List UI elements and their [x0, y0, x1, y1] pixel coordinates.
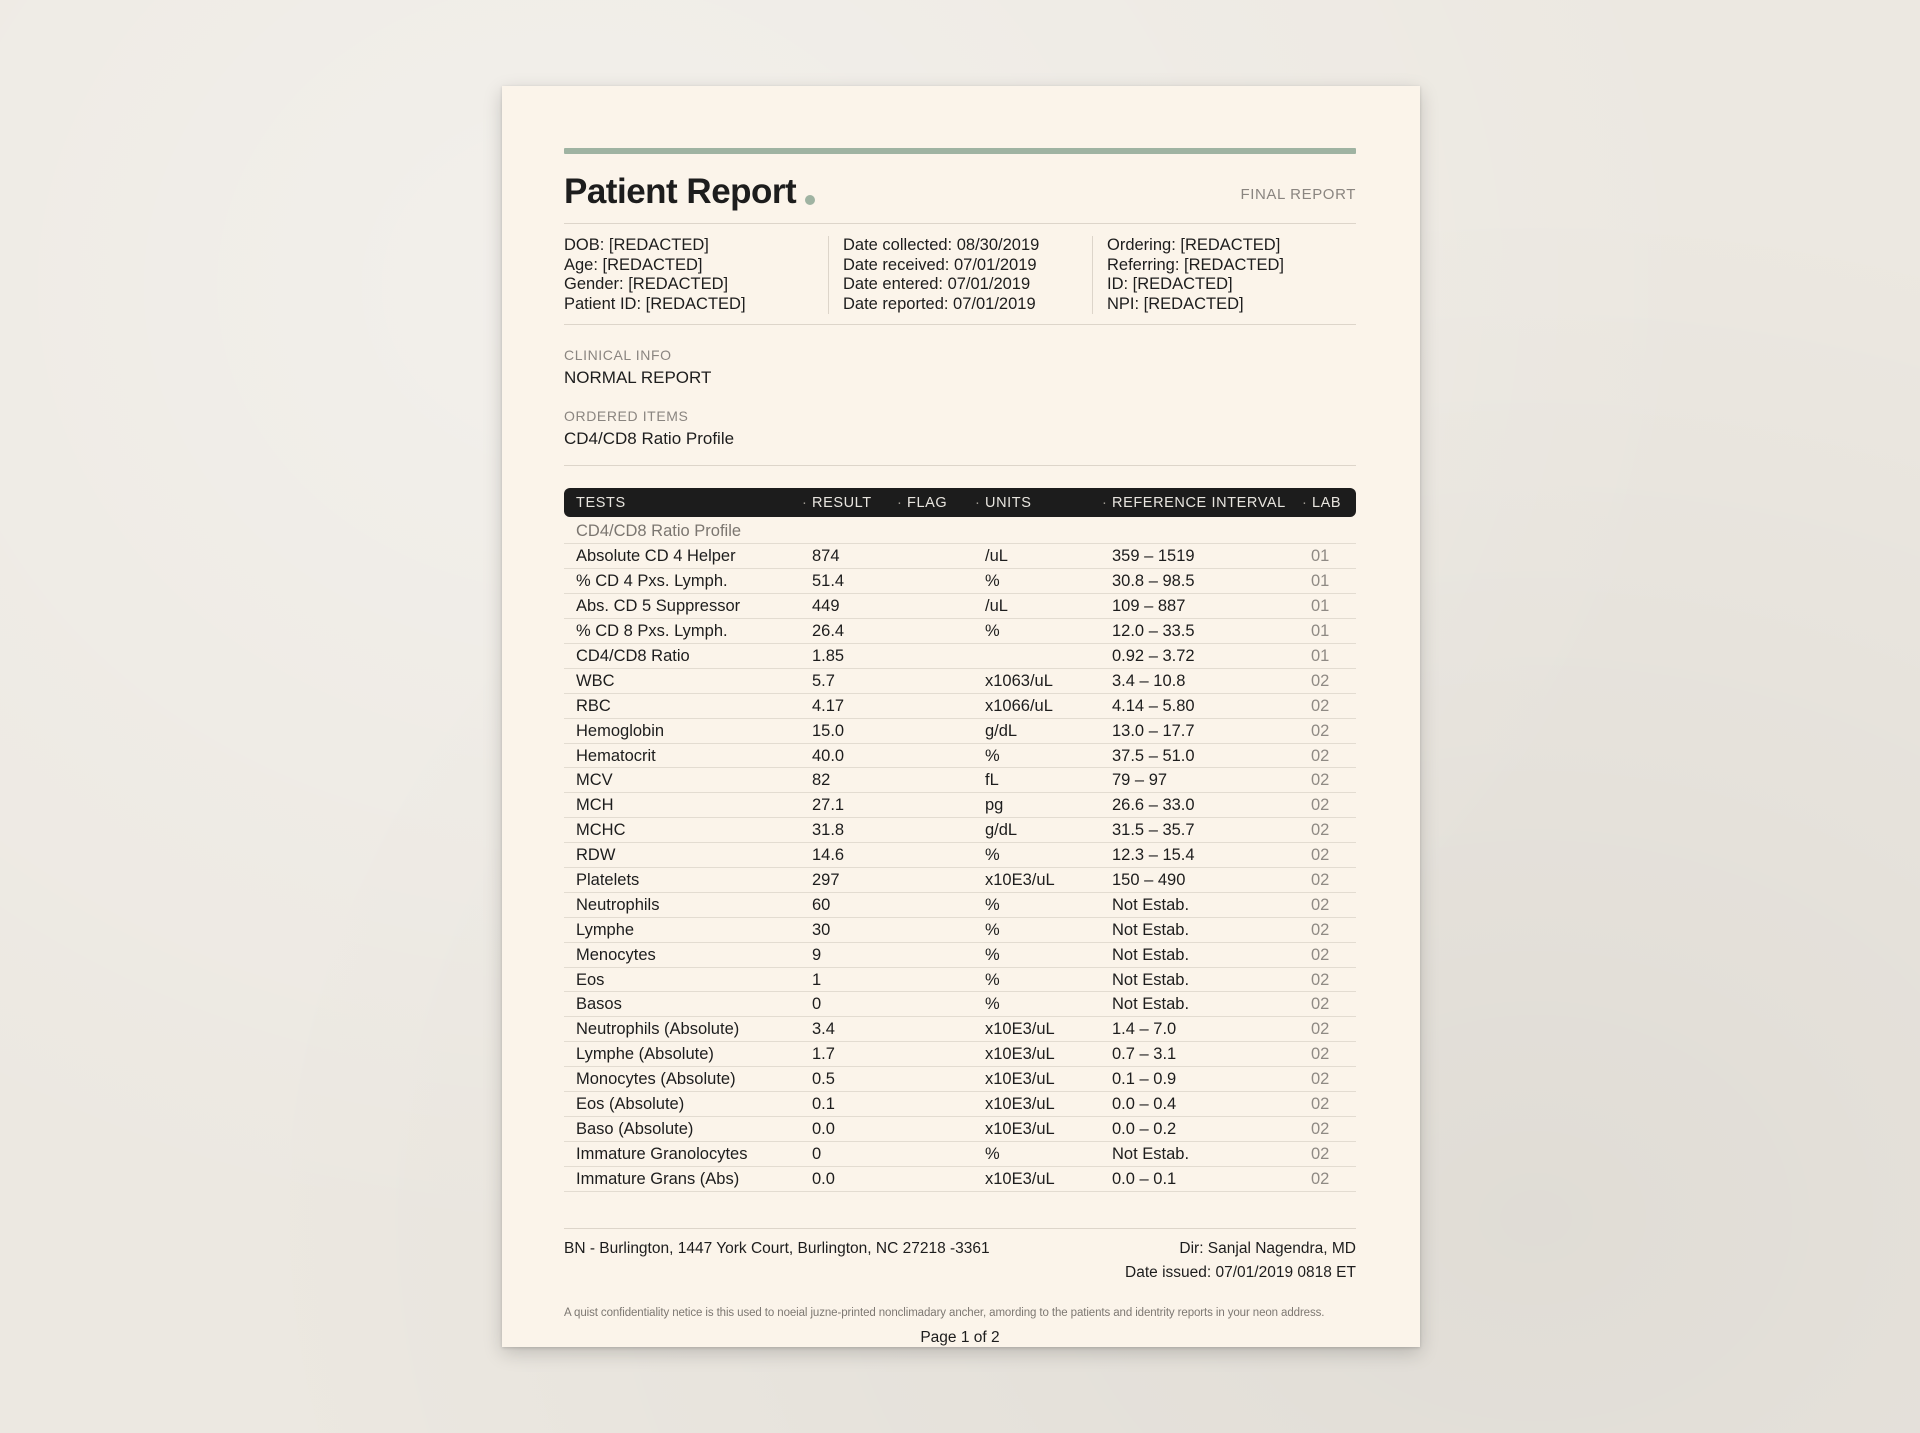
- header-separator-dot: ·: [1302, 495, 1308, 512]
- units-cell: %: [985, 970, 1000, 989]
- units-cell: %: [985, 945, 1000, 964]
- test-name-cell: MCV: [576, 771, 613, 790]
- test-name-cell: Baso (Absolute): [576, 1119, 694, 1138]
- test-name-cell: Abs. CD 5 Suppressor: [576, 597, 741, 616]
- table-row: [564, 818, 1356, 843]
- table-row: [564, 1042, 1356, 1067]
- units-cell: /uL: [985, 597, 1008, 616]
- test-name-cell: Platelets: [576, 870, 640, 889]
- physician-info: [1092, 236, 1356, 314]
- test-name-cell: Hematocrit: [576, 746, 656, 765]
- results-table-header: [564, 488, 1356, 517]
- report-footer: [564, 1228, 1356, 1285]
- result-cell: 1: [812, 970, 822, 989]
- clinical-info-value: NORMAL REPORT: [564, 368, 712, 388]
- table-row: [564, 843, 1356, 868]
- units-cell: x10E3/uL: [985, 1119, 1055, 1138]
- result-cell: 14.6: [812, 846, 845, 865]
- result-cell: 3.4: [812, 1020, 835, 1039]
- lab-cell: 02: [1311, 771, 1330, 790]
- reference-interval-cell: 4.14 – 5.80: [1112, 696, 1195, 715]
- units-cell: %: [985, 895, 1000, 914]
- lab-cell: 02: [1311, 696, 1330, 715]
- result-cell: 40.0: [812, 746, 845, 765]
- table-row: [564, 893, 1356, 918]
- test-name-cell: Eos: [576, 970, 605, 989]
- units-cell: g/dL: [985, 721, 1018, 740]
- units-cell: %: [985, 995, 1000, 1014]
- result-cell: 0.0: [812, 1119, 835, 1138]
- result-cell: 30: [812, 920, 831, 939]
- header-separator-dot: ·: [1102, 495, 1108, 512]
- table-row: [564, 644, 1356, 669]
- test-name-cell: Hemoglobin: [576, 721, 665, 740]
- test-name-cell: WBC: [576, 671, 615, 690]
- header-separator-dot: ·: [802, 495, 808, 512]
- units-cell: x10E3/uL: [985, 1094, 1055, 1113]
- test-name-cell: % CD 8 Pxs. Lymph.: [576, 622, 728, 641]
- result-cell: 297: [812, 870, 840, 889]
- reference-interval-cell: 359 – 1519: [1112, 547, 1195, 566]
- result-cell: 27.1: [812, 796, 845, 815]
- reference-interval-cell: Not Estab.: [1112, 895, 1190, 914]
- result-cell: 0.1: [812, 1094, 835, 1113]
- test-name-cell: RDW: [576, 846, 616, 865]
- units-cell: /uL: [985, 547, 1008, 566]
- table-row: [564, 619, 1356, 644]
- units-cell: %: [985, 746, 1000, 765]
- test-group-title: CD4/CD8 Ratio Profile: [564, 517, 1356, 544]
- units-cell: x10E3/uL: [985, 1020, 1055, 1039]
- lab-cell: 02: [1311, 870, 1330, 889]
- result-cell: 0: [812, 995, 822, 1014]
- test-name-cell: Neutrophils (Absolute): [576, 1020, 740, 1039]
- units-cell: fL: [985, 771, 999, 790]
- table-row: [564, 918, 1356, 943]
- reference-interval-cell: Not Estab.: [1112, 970, 1190, 989]
- test-name-cell: Lymphe: [576, 920, 635, 939]
- reference-interval-cell: 30.8 – 98.5: [1112, 572, 1195, 591]
- results-table-body: [564, 544, 1356, 1191]
- lab-cell: 02: [1311, 1169, 1330, 1188]
- reference-interval-cell: 31.5 – 35.7: [1112, 821, 1195, 840]
- reference-interval-cell: Not Estab.: [1112, 920, 1190, 939]
- test-name-cell: MCHC: [576, 821, 626, 840]
- reference-interval-cell: Not Estab.: [1112, 1144, 1190, 1163]
- header-flag: FLAG: [907, 495, 948, 512]
- lab-cell: 02: [1311, 821, 1330, 840]
- lab-cell: 01: [1311, 572, 1330, 591]
- reference-interval-cell: 12.3 – 15.4: [1112, 846, 1195, 865]
- lab-cell: 02: [1311, 846, 1330, 865]
- result-cell: 5.7: [812, 671, 835, 690]
- date-entered: Date entered: 07/01/2019: [843, 275, 1031, 294]
- report-status-label: FINAL REPORT: [1240, 186, 1356, 203]
- reference-interval-cell: 0.1 – 0.9: [1112, 1070, 1177, 1089]
- table-row: [564, 868, 1356, 893]
- units-cell: %: [985, 622, 1000, 641]
- table-row: [564, 793, 1356, 818]
- reference-interval-cell: 109 – 887: [1112, 597, 1186, 616]
- date-reported: Date reported: 07/01/2019: [843, 294, 1036, 313]
- units-cell: x10E3/uL: [985, 870, 1055, 889]
- result-cell: 31.8: [812, 821, 845, 840]
- lab-cell: 02: [1311, 721, 1330, 740]
- reference-interval-cell: 150 – 490: [1112, 870, 1186, 889]
- table-row: [564, 943, 1356, 968]
- units-cell: x1063/uL: [985, 671, 1053, 690]
- test-name-cell: Lymphe (Absolute): [576, 1045, 714, 1064]
- lab-director: Dir: Sanjal Nagendra, MD: [1179, 1239, 1356, 1257]
- lab-address: BN - Burlington, 1447 York Court, Burlington, NC 27218 -3361: [564, 1239, 990, 1257]
- lab-cell: 02: [1311, 796, 1330, 815]
- patient-info-grid: [564, 224, 1356, 325]
- report-title: Patient Report: [564, 172, 797, 211]
- test-name-cell: Menocytes: [576, 945, 656, 964]
- result-cell: 51.4: [812, 572, 845, 591]
- lab-cell: 02: [1311, 1020, 1330, 1039]
- title-wrap: [564, 174, 815, 209]
- result-cell: 82: [812, 771, 831, 790]
- table-row: [564, 1092, 1356, 1117]
- referring-physician: Referring: [REDACTED]: [1107, 255, 1284, 274]
- test-name-cell: % CD 4 Pxs. Lymph.: [576, 572, 728, 591]
- lab-cell: 02: [1311, 920, 1330, 939]
- table-row: [564, 1167, 1356, 1192]
- table-row: [564, 992, 1356, 1017]
- header-reference-interval: REFERENCE INTERVAL: [1112, 495, 1286, 512]
- units-cell: %: [985, 920, 1000, 939]
- date-collected: Date collected: 08/30/2019: [843, 236, 1040, 254]
- table-row: [564, 1142, 1356, 1167]
- reference-interval-cell: 13.0 – 17.7: [1112, 721, 1195, 740]
- npi-field: NPI: [REDACTED]: [1107, 294, 1244, 313]
- lab-cell: 02: [1311, 945, 1330, 964]
- reference-interval-cell: 12.0 – 33.5: [1112, 622, 1195, 641]
- lab-cell: 02: [1311, 1045, 1330, 1064]
- result-cell: 60: [812, 895, 831, 914]
- units-cell: %: [985, 572, 1000, 591]
- units-cell: pg: [985, 796, 1004, 815]
- section-divider: [564, 465, 1356, 466]
- title-dot-icon: [805, 195, 815, 205]
- result-cell: 0.5: [812, 1070, 835, 1089]
- ordered-items-label: ORDERED ITEMS: [564, 408, 689, 425]
- page-number: Page 1 of 2: [920, 1328, 1000, 1346]
- table-row: [564, 744, 1356, 769]
- reference-interval-cell: 0.0 – 0.1: [1112, 1169, 1177, 1188]
- table-row: [564, 594, 1356, 619]
- patient-id-field: Patient ID: [REDACTED]: [564, 294, 746, 313]
- result-cell: 15.0: [812, 721, 845, 740]
- table-row: [564, 544, 1356, 569]
- gender-field: Gender: [REDACTED]: [564, 275, 729, 294]
- table-row: [564, 669, 1356, 694]
- lab-cell: 02: [1311, 1070, 1330, 1089]
- table-row: [564, 694, 1356, 719]
- table-row: [564, 1017, 1356, 1042]
- physician-id: ID: [REDACTED]: [1107, 275, 1233, 294]
- table-row: [564, 719, 1356, 744]
- header-units: UNITS: [985, 495, 1032, 512]
- table-row: [564, 968, 1356, 993]
- ordered-items-value: CD4/CD8 Ratio Profile: [564, 429, 735, 449]
- test-name-cell: Eos (Absolute): [576, 1094, 685, 1113]
- result-cell: 9: [812, 945, 822, 964]
- lab-cell: 01: [1311, 597, 1330, 616]
- test-name-cell: Immature Granolocytes: [576, 1144, 748, 1163]
- header-separator-dot: ·: [897, 495, 903, 512]
- lab-cell: 02: [1311, 970, 1330, 989]
- reference-interval-cell: 3.4 – 10.8: [1112, 671, 1186, 690]
- dob-field: DOB: [REDACTED]: [564, 236, 709, 254]
- lab-cell: 02: [1311, 1144, 1330, 1163]
- test-name-cell: Absolute CD 4 Helper: [576, 547, 736, 566]
- result-cell: 0.0: [812, 1169, 835, 1188]
- lab-cell: 02: [1311, 746, 1330, 765]
- reference-interval-cell: Not Estab.: [1112, 945, 1190, 964]
- test-name-cell: CD4/CD8 Ratio: [576, 646, 690, 665]
- header-tests: TESTS: [576, 495, 626, 512]
- units-cell: x10E3/uL: [985, 1169, 1055, 1188]
- report-header: [564, 174, 1356, 224]
- reference-interval-cell: 0.0 – 0.2: [1112, 1119, 1177, 1138]
- table-row: [564, 1067, 1356, 1092]
- lab-cell: 02: [1311, 1119, 1330, 1138]
- result-cell: 0: [812, 1144, 822, 1163]
- result-cell: 1.85: [812, 646, 845, 665]
- lab-cell: 01: [1311, 622, 1330, 641]
- header-result: RESULT: [812, 495, 872, 512]
- table-row: [564, 569, 1356, 594]
- header-lab: LAB: [1312, 495, 1342, 512]
- report-page: [502, 86, 1420, 1347]
- patient-demographics: [564, 236, 828, 314]
- reference-interval-cell: 0.7 – 3.1: [1112, 1045, 1177, 1064]
- units-cell: %: [985, 1144, 1000, 1163]
- test-name-cell: Immature Grans (Abs): [576, 1169, 740, 1188]
- units-cell: x10E3/uL: [985, 1070, 1055, 1089]
- lab-cell: 02: [1311, 995, 1330, 1014]
- date-issued: Date issued: 07/01/2019 0818 ET: [1125, 1263, 1356, 1281]
- lab-cell: 02: [1311, 895, 1330, 914]
- table-row: [564, 1117, 1356, 1142]
- reference-interval-cell: 0.92 – 3.72: [1112, 646, 1195, 665]
- result-cell: 449: [812, 597, 840, 616]
- reference-interval-cell: 1.4 – 7.0: [1112, 1020, 1177, 1039]
- reference-interval-cell: 79 – 97: [1112, 771, 1168, 790]
- lab-cell: 01: [1311, 547, 1330, 566]
- confidentiality-notice: A quist confidentiality netice is this used to noeial juzne-printed nonclimadary ancher, amording to the patients and identrity reports in your neon address.: [564, 1306, 1325, 1319]
- test-name-cell: Neutrophils: [576, 895, 660, 914]
- test-name-cell: Basos: [576, 995, 622, 1014]
- test-name-cell: Monocytes (Absolute): [576, 1070, 736, 1089]
- result-cell: 4.17: [812, 696, 845, 715]
- reference-interval-cell: Not Estab.: [1112, 995, 1190, 1014]
- result-cell: 26.4: [812, 622, 845, 641]
- units-cell: %: [985, 846, 1000, 865]
- units-cell: x10E3/uL: [985, 1045, 1055, 1064]
- specimen-dates: [828, 236, 1092, 314]
- table-row: [564, 768, 1356, 793]
- lab-cell: 02: [1311, 671, 1330, 690]
- units-cell: g/dL: [985, 821, 1018, 840]
- clinical-info-label: CLINICAL INFO: [564, 347, 672, 364]
- reference-interval-cell: 26.6 – 33.0: [1112, 796, 1195, 815]
- reference-interval-cell: 0.0 – 0.4: [1112, 1094, 1177, 1113]
- units-cell: x1066/uL: [985, 696, 1053, 715]
- result-cell: 874: [812, 547, 840, 566]
- reference-interval-cell: 37.5 – 51.0: [1112, 746, 1195, 765]
- lab-cell: 01: [1311, 646, 1330, 665]
- ordering-physician: Ordering: [REDACTED]: [1107, 236, 1281, 254]
- test-name-cell: MCH: [576, 796, 614, 815]
- header-separator-dot: ·: [975, 495, 981, 512]
- date-received: Date received: 07/01/2019: [843, 255, 1037, 274]
- footer-right: [1125, 1237, 1356, 1285]
- age-field: Age: [REDACTED]: [564, 255, 703, 274]
- accent-rule: [564, 148, 1356, 154]
- result-cell: 1.7: [812, 1045, 835, 1064]
- test-name-cell: RBC: [576, 696, 611, 715]
- lab-cell: 02: [1311, 1094, 1330, 1113]
